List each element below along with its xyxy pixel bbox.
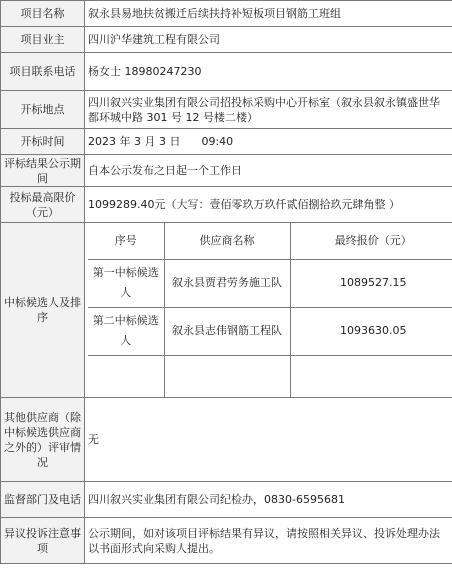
location-label: 开标地点 <box>1 91 85 129</box>
max-price-value: 1099289.40元（大写：壹佰零玖万玖仟贰佰捌拾玖元肆角整 ） <box>85 187 452 223</box>
supervision-value: 四川叙兴实业集团有限公司纪检办，0830-6595681 <box>85 482 452 518</box>
time-label: 开标时间 <box>1 129 85 155</box>
others-value: 无 <box>85 398 452 482</box>
notice-period-value: 自本公示发布之日起一个工作日 <box>85 155 452 187</box>
row-supervision <box>1 482 452 518</box>
max-price-label: 投标最高限价（元） <box>1 187 85 223</box>
objection-label: 异议投诉注意事项 <box>1 518 85 564</box>
candidate-supplier: 叙永县志伟钢筋工程队 <box>164 307 290 355</box>
project-name-value: 叙永县易地扶贫搬迁后续扶持补短板项目钢筋工班组 <box>85 1 452 27</box>
candidates-table <box>88 223 452 397</box>
project-name-label: 项目名称 <box>1 1 85 27</box>
time-value: 2023 年 3 月 3 日 09:40 <box>85 129 452 155</box>
row-max-price <box>1 187 452 223</box>
owner-label: 项目业主 <box>1 27 85 53</box>
supervision-label: 监督部门及电话 <box>1 482 85 518</box>
candidate-price: 1093630.05 <box>290 307 452 355</box>
row-candidates <box>1 223 452 398</box>
candidate-rank: 第一中标候选人 <box>88 259 164 307</box>
row-notice-period <box>1 155 452 187</box>
others-label: 其他供应商（除中标候选供应商之外的）评审情况 <box>1 398 85 482</box>
candidate-rank: 第二中标候选人 <box>88 307 164 355</box>
objection-value: 公示期间，如对该项目评标结果有异议，请按照相关异议、投诉处理办法以书面形式向采购人提出。 <box>85 518 452 564</box>
supplier-header: 供应商名称 <box>164 223 290 259</box>
row-others <box>1 398 452 482</box>
candidate-row <box>88 307 452 355</box>
price-header: 最终报价（元） <box>290 223 452 259</box>
row-contact <box>1 53 452 91</box>
candidates-label: 中标候选人及排序 <box>1 223 85 398</box>
row-time <box>1 129 452 155</box>
candidate-supplier: 叙永县贾君劳务施工队 <box>164 259 290 307</box>
row-location <box>1 91 452 129</box>
row-objection <box>1 518 452 564</box>
row-owner <box>1 27 452 53</box>
rank-header: 序号 <box>88 223 164 259</box>
candidates-cell <box>85 223 452 398</box>
contact-value: 杨女士 18980247230 <box>85 53 452 91</box>
candidate-row <box>88 259 452 307</box>
location-value: 四川叙兴实业集团有限公司招投标采购中心开标室（叙永县叙永镇盛世华都环城中路 301 号 12 号楼二楼） <box>85 91 452 129</box>
candidate-empty-row <box>88 355 452 397</box>
owner-value: 四川沪华建筑工程有限公司 <box>85 27 452 53</box>
notice-period-label: 评标结果公示期间 <box>1 155 85 187</box>
candidate-price: 1089527.15 <box>290 259 452 307</box>
candidates-header-row <box>88 223 452 259</box>
row-project-name <box>1 1 452 27</box>
contact-label: 项目联系电话 <box>1 53 85 91</box>
